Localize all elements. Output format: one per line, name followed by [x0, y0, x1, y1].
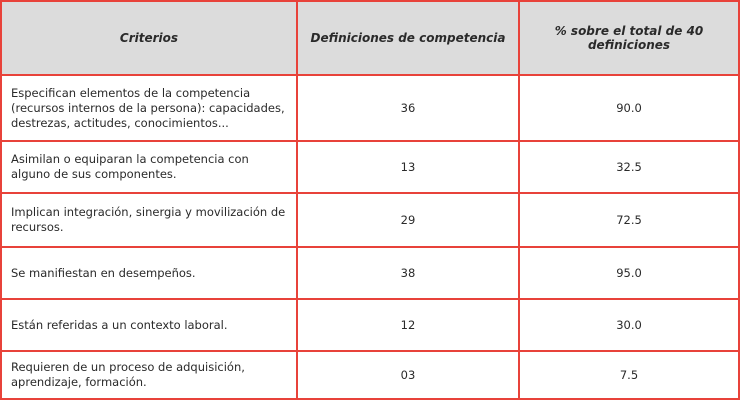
- criterio-cell: Requieren de un proceso de adquisición, aprendizaje, formación.: [1, 351, 297, 399]
- criterio-cell: Se manifiestan en desempeños.: [1, 247, 297, 299]
- table-row: [1, 351, 739, 399]
- definiciones-cell: 12: [297, 299, 519, 351]
- definiciones-cell: 13: [297, 141, 519, 193]
- table-row: [1, 141, 739, 193]
- criterio-cell: Especifican elementos de la competencia (recursos internos de la persona): capacidades, destrezas, actitudes, conocimientos...: [1, 75, 297, 141]
- header-porcentaje: % sobre el total de 40 definiciones: [519, 1, 739, 75]
- porcentaje-cell: 7.5: [519, 351, 739, 399]
- header-criterios: Criterios: [1, 1, 297, 75]
- table-row: [1, 247, 739, 299]
- porcentaje-cell: 72.5: [519, 193, 739, 247]
- table-row: [1, 299, 739, 351]
- porcentaje-cell: 32.5: [519, 141, 739, 193]
- table-row: [1, 75, 739, 141]
- criterio-cell: Implican integración, sinergia y movilización de recursos.: [1, 193, 297, 247]
- table-row: [1, 193, 739, 247]
- header-row: [1, 1, 739, 75]
- definiciones-cell: 03: [297, 351, 519, 399]
- porcentaje-cell: 90.0: [519, 75, 739, 141]
- definiciones-cell: 29: [297, 193, 519, 247]
- definiciones-cell: 36: [297, 75, 519, 141]
- definiciones-cell: 38: [297, 247, 519, 299]
- porcentaje-cell: 30.0: [519, 299, 739, 351]
- criterio-cell: Asimilan o equiparan la competencia con alguno de sus componentes.: [1, 141, 297, 193]
- header-definiciones: Definiciones de competencia: [297, 1, 519, 75]
- criterio-cell: Están referidas a un contexto laboral.: [1, 299, 297, 351]
- porcentaje-cell: 95.0: [519, 247, 739, 299]
